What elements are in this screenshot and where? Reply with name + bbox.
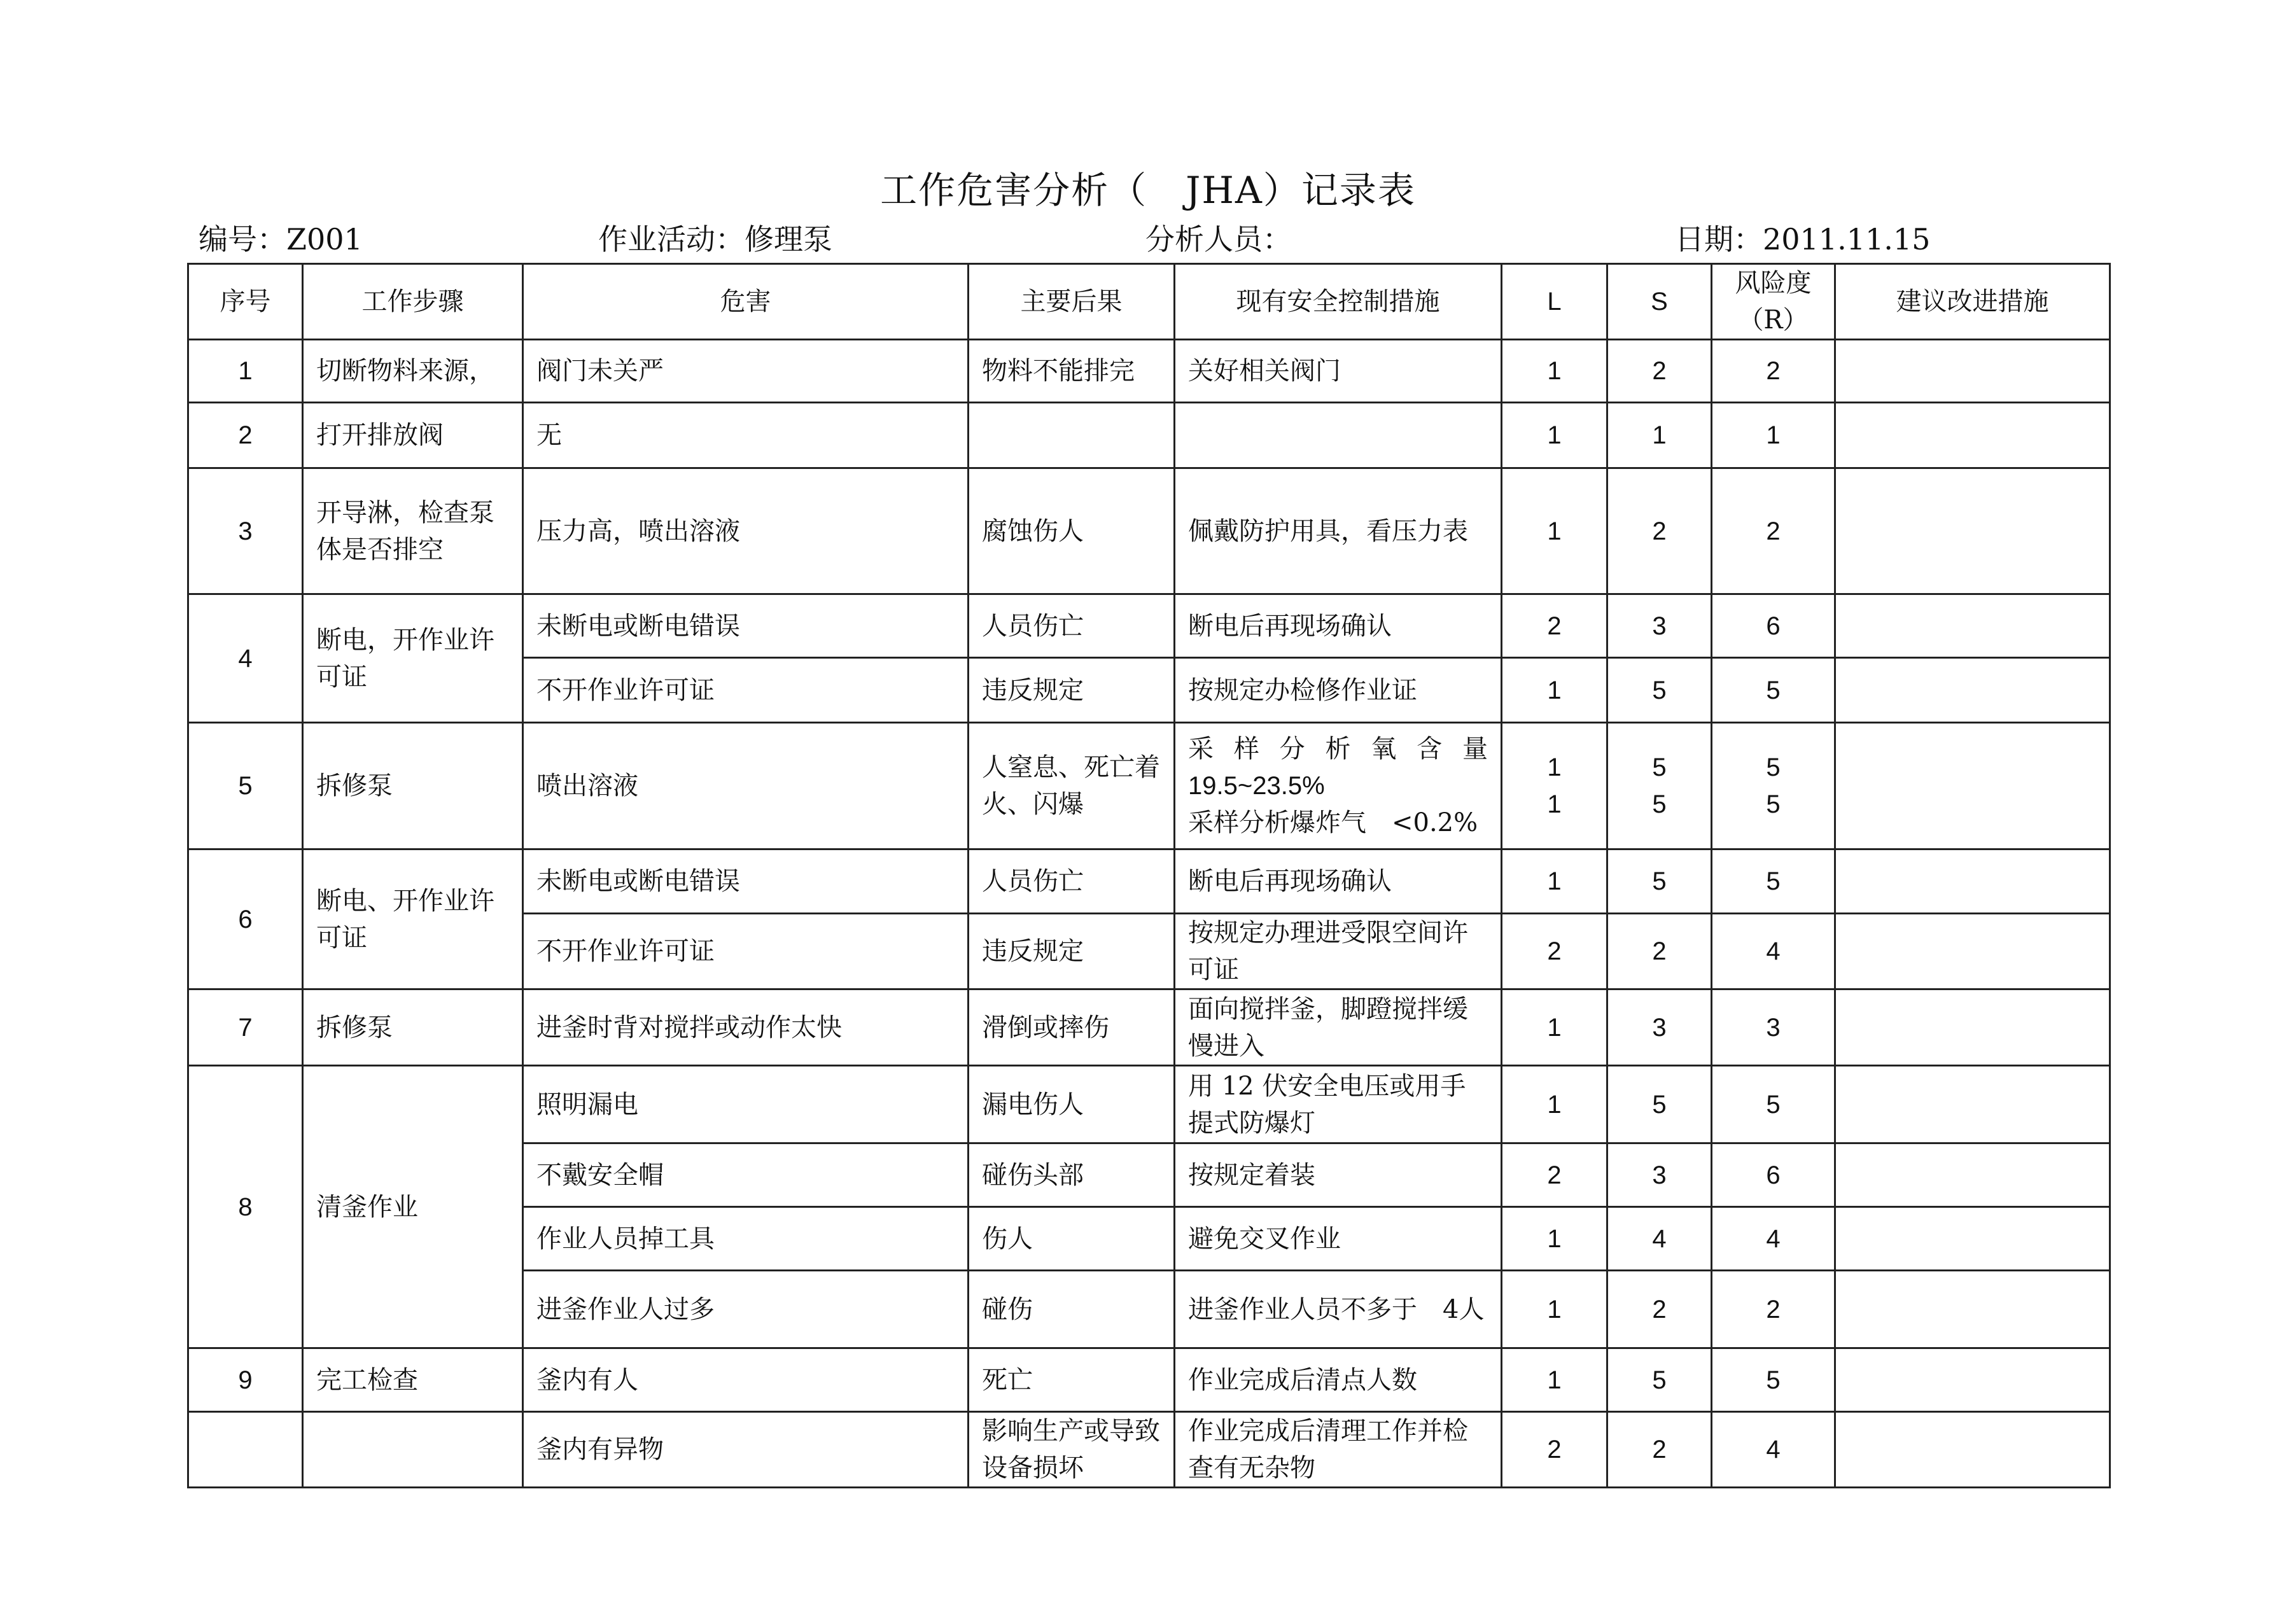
step-cell: 清釜作业 — [303, 1066, 523, 1348]
hazard-cell: 不戴安全帽 — [523, 1143, 969, 1207]
header-seq: 序号 — [188, 264, 303, 340]
seq-cell: 3 — [188, 468, 303, 594]
step-cell: 切断物料来源， — [303, 340, 523, 403]
seq-cell: 4 — [188, 594, 303, 723]
improve-cell — [1835, 1066, 2110, 1143]
s-cell: 2 — [1607, 914, 1712, 989]
s-cell: 5 — [1607, 658, 1712, 723]
s-value: 5 — [1652, 753, 1667, 781]
r-cell — [1712, 723, 1835, 849]
control-cell: 佩戴防护用具，看压力表 — [1175, 468, 1502, 594]
l-value: 1 — [1547, 790, 1562, 818]
l-cell: 2 — [1502, 1412, 1607, 1488]
control-cell: 按规定办理进受限空间许可证 — [1175, 914, 1502, 989]
consequence-cell: 碰伤头部 — [969, 1143, 1175, 1207]
l-cell: 1 — [1502, 849, 1607, 914]
consequence-cell: 死亡 — [969, 1348, 1175, 1412]
improve-cell — [1835, 849, 2110, 914]
header-l: L — [1502, 264, 1607, 340]
hazard-cell: 照明漏电 — [523, 1066, 969, 1143]
step-cell: 断电，开作业许可证 — [303, 594, 523, 723]
improve-cell — [1835, 658, 2110, 723]
improve-cell — [1835, 403, 2110, 468]
control-cell: 按规定办检修作业证 — [1175, 658, 1502, 723]
s-cell: 3 — [1607, 1143, 1712, 1207]
consequence-cell: 人员伤亡 — [969, 849, 1175, 914]
analyst: 分析人员： — [1145, 222, 1292, 256]
consequence-cell: 滑倒或摔伤 — [969, 989, 1175, 1066]
table-row — [188, 1412, 2110, 1488]
r-cell: 2 — [1712, 468, 1835, 594]
improve-cell — [1835, 1348, 2110, 1412]
step-cell: 完工检查 — [303, 1348, 523, 1412]
consequence-cell: 碰伤 — [969, 1271, 1175, 1348]
s-cell: 2 — [1607, 468, 1712, 594]
control-cell: 面向搅拌釜，脚蹬搅拌缓慢进入 — [1175, 989, 1502, 1066]
step-cell — [303, 1412, 523, 1488]
table-row — [188, 1066, 2110, 1143]
improve-cell — [1835, 1412, 2110, 1488]
control-cell — [1175, 723, 1502, 849]
header-row — [188, 264, 2110, 340]
consequence-cell: 漏电伤人 — [969, 1066, 1175, 1143]
l-cell: 1 — [1502, 1348, 1607, 1412]
table-row — [188, 340, 2110, 403]
header-consequence: 主要后果 — [969, 264, 1175, 340]
control-cell: 作业完成后清理工作并检查有无杂物 — [1175, 1412, 1502, 1488]
table-row — [188, 403, 2110, 468]
r-cell: 5 — [1712, 1348, 1835, 1412]
l-value: 1 — [1547, 753, 1562, 781]
consequence-cell: 违反规定 — [969, 658, 1175, 723]
step-cell: 拆修泵 — [303, 723, 523, 849]
r-cell: 6 — [1712, 1143, 1835, 1207]
table-row — [188, 723, 2110, 849]
l-cell: 1 — [1502, 1066, 1607, 1143]
hazard-cell: 不开作业许可证 — [523, 658, 969, 723]
hazard-cell: 作业人员掉工具 — [523, 1207, 969, 1271]
work-activity: 作业活动：修理泵 — [598, 222, 832, 256]
control-cell: 用 12 伏安全电压或用手提式防爆灯 — [1175, 1066, 1502, 1143]
step-cell: 开导淋，检查泵体是否排空 — [303, 468, 523, 594]
s-cell: 5 — [1607, 1348, 1712, 1412]
improve-cell — [1835, 914, 2110, 989]
r-cell: 5 — [1712, 658, 1835, 723]
seq-cell — [188, 1412, 303, 1488]
record-code: 编号：Z001 — [199, 222, 363, 256]
control-cell: 按规定着装 — [1175, 1143, 1502, 1207]
s-cell: 2 — [1607, 340, 1712, 403]
r-value: 5 — [1766, 790, 1781, 818]
step-cell: 打开排放阀 — [303, 403, 523, 468]
r-cell: 5 — [1712, 849, 1835, 914]
l-cell: 1 — [1502, 1271, 1607, 1348]
l-cell: 1 — [1502, 1207, 1607, 1271]
r-cell: 2 — [1712, 340, 1835, 403]
control-line: 采样分析爆炸气 <0.2% — [1188, 808, 1478, 837]
control-cell: 作业完成后清点人数 — [1175, 1348, 1502, 1412]
table-row — [188, 594, 2110, 658]
improve-cell — [1835, 1207, 2110, 1271]
improve-cell — [1835, 723, 2110, 849]
step-cell: 拆修泵 — [303, 989, 523, 1066]
hazard-cell: 未断电或断电错误 — [523, 849, 969, 914]
s-cell: 5 — [1607, 849, 1712, 914]
improve-cell — [1835, 989, 2110, 1066]
s-cell: 2 — [1607, 1271, 1712, 1348]
l-cell — [1502, 723, 1607, 849]
table-row — [188, 989, 2110, 1066]
r-cell: 4 — [1712, 914, 1835, 989]
seq-cell: 8 — [188, 1066, 303, 1348]
control-cell: 断电后再现场确认 — [1175, 849, 1502, 914]
r-cell: 1 — [1712, 403, 1835, 468]
consequence-cell: 违反规定 — [969, 914, 1175, 989]
record-date: 日期：2011.11.15 — [1675, 222, 1931, 256]
table-row — [188, 1348, 2110, 1412]
l-cell: 1 — [1502, 468, 1607, 594]
s-cell — [1607, 723, 1712, 849]
consequence-cell: 人窒息、死亡着火、闪爆 — [969, 723, 1175, 849]
control-line: 采样分析氧含量 — [1188, 734, 1488, 764]
hazard-cell: 阀门未关严 — [523, 340, 969, 403]
improve-cell — [1835, 1143, 2110, 1207]
seq-cell: 1 — [188, 340, 303, 403]
r-cell: 5 — [1712, 1066, 1835, 1143]
s-value: 5 — [1652, 790, 1667, 818]
header-control: 现有安全控制措施 — [1175, 264, 1502, 340]
header-r: 风险度（R） — [1712, 264, 1835, 340]
r-cell: 6 — [1712, 594, 1835, 658]
header-step: 工作步骤 — [303, 264, 523, 340]
l-cell: 1 — [1502, 403, 1607, 468]
consequence-cell: 伤人 — [969, 1207, 1175, 1271]
table-row — [188, 468, 2110, 594]
l-cell: 2 — [1502, 1143, 1607, 1207]
hazard-cell: 进釜时背对搅拌或动作太快 — [523, 989, 969, 1066]
step-cell: 断电、开作业许可证 — [303, 849, 523, 989]
hazard-cell: 不开作业许可证 — [523, 914, 969, 989]
seq-cell: 5 — [188, 723, 303, 849]
r-cell: 4 — [1712, 1412, 1835, 1488]
seq-cell: 2 — [188, 403, 303, 468]
hazard-cell: 未断电或断电错误 — [523, 594, 969, 658]
s-cell: 1 — [1607, 403, 1712, 468]
hazard-cell: 釜内有异物 — [523, 1412, 969, 1488]
consequence-cell: 物料不能排完 — [969, 340, 1175, 403]
jha-table — [187, 263, 2111, 1488]
s-cell: 3 — [1607, 989, 1712, 1066]
improve-cell — [1835, 594, 2110, 658]
improve-cell — [1835, 340, 2110, 403]
hazard-cell: 压力高，喷出溶液 — [523, 468, 969, 594]
s-cell: 3 — [1607, 594, 1712, 658]
l-cell: 1 — [1502, 658, 1607, 723]
improve-cell — [1835, 1271, 2110, 1348]
header-s: S — [1607, 264, 1712, 340]
control-line: 19.5~23.5% — [1188, 772, 1325, 800]
s-cell: 5 — [1607, 1066, 1712, 1143]
table-row — [188, 849, 2110, 914]
consequence-cell — [969, 403, 1175, 468]
consequence-cell: 影响生产或导致设备损坏 — [969, 1412, 1175, 1488]
l-cell: 2 — [1502, 914, 1607, 989]
header-hazard: 危害 — [523, 264, 969, 340]
control-cell: 断电后再现场确认 — [1175, 594, 1502, 658]
r-value: 5 — [1766, 753, 1781, 781]
improve-cell — [1835, 468, 2110, 594]
seq-cell: 9 — [188, 1348, 303, 1412]
s-cell: 2 — [1607, 1412, 1712, 1488]
r-cell: 2 — [1712, 1271, 1835, 1348]
s-cell: 4 — [1607, 1207, 1712, 1271]
control-cell: 避免交叉作业 — [1175, 1207, 1502, 1271]
consequence-cell: 人员伤亡 — [969, 594, 1175, 658]
l-cell: 1 — [1502, 340, 1607, 403]
hazard-cell: 无 — [523, 403, 969, 468]
control-cell: 进釜作业人员不多于 4人 — [1175, 1271, 1502, 1348]
r-cell: 3 — [1712, 989, 1835, 1066]
consequence-cell: 腐蚀伤人 — [969, 468, 1175, 594]
l-cell: 2 — [1502, 594, 1607, 658]
document-title: 工作危害分析（ JHA）记录表 — [880, 169, 1416, 212]
hazard-cell: 釜内有人 — [523, 1348, 969, 1412]
l-cell: 1 — [1502, 989, 1607, 1066]
hazard-cell: 喷出溶液 — [523, 723, 969, 849]
hazard-cell: 进釜作业人过多 — [523, 1271, 969, 1348]
seq-cell: 7 — [188, 989, 303, 1066]
control-cell — [1175, 403, 1502, 468]
header-improve: 建议改进措施 — [1835, 264, 2110, 340]
control-cell: 关好相关阀门 — [1175, 340, 1502, 403]
r-cell: 4 — [1712, 1207, 1835, 1271]
seq-cell: 6 — [188, 849, 303, 989]
